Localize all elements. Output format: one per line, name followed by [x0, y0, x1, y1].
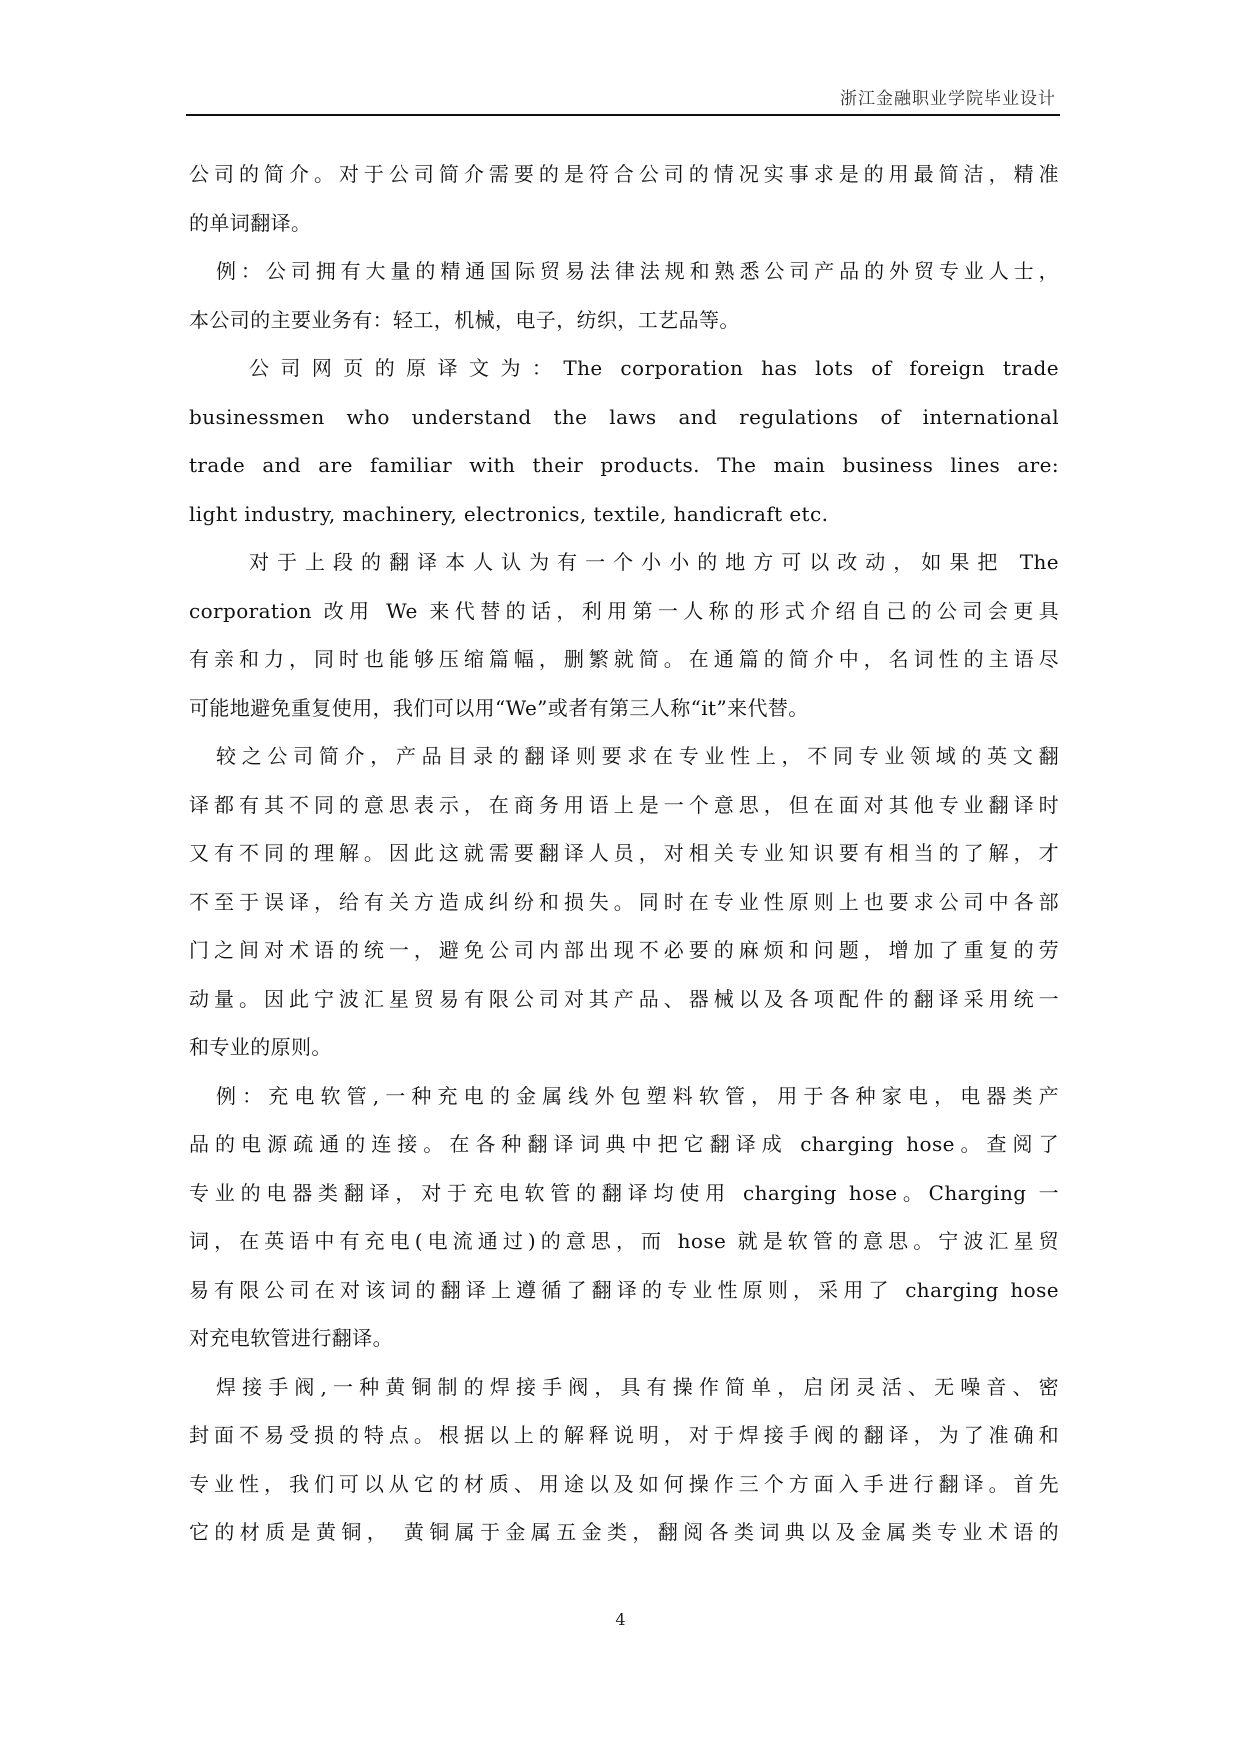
text-line: 专业的电器类翻译，对于充电软管的翻译均使用 charging hose。Charging 一	[189, 1180, 1059, 1205]
body-text	[189, 150, 1059, 1557]
text-line: 对于上段的翻译本人认为有一个小小的地方可以改动，如果把 The	[249, 550, 1059, 574]
text-line: 不至于误译，给有关方造成纠纷和损失。同时在专业性原则上也要求公司中各部	[189, 889, 1059, 914]
text-line: 有亲和力，同时也能够压缩篇幅，删繁就简。在通篇的简介中，名词性的主语尽	[189, 647, 1059, 671]
text-line: 译都有其不同的意思表示，在商务用语上是一个意思，但在面对其他专业翻译时	[189, 792, 1059, 817]
text-line: 品的电源疏通的连接。在各种翻译词典中把它翻译成 charging hose。查阅了	[189, 1132, 1059, 1156]
text-line: 易有限公司在对该词的翻译上遵循了翻译的专业性原则，采用了 charging hose	[189, 1277, 1059, 1302]
text-line: trade and are familiar with their products. The main business lines are:	[189, 453, 1059, 477]
text-line: 它的材质是黄铜， 黄铜属于金属五金类，翻阅各类词典以及金属类专业术语的	[189, 1520, 1059, 1544]
text-line: light industry, machinery, electronics, textile, handicraft etc.	[189, 501, 829, 526]
page-header	[186, 84, 1060, 116]
text-line: 本公司的主要业务有：轻工，机械，电子，纺织，工艺品等。	[189, 307, 740, 332]
text-line: 门之间对术语的统一，避免公司内部出现不必要的麻烦和问题，增加了重复的劳	[189, 938, 1059, 962]
text-line: 对充电软管进行翻译。	[189, 1326, 393, 1350]
text-line: 封面不易受损的特点。根据以上的解释说明，对于焊接手阀的翻译，为了准确和	[189, 1423, 1059, 1447]
text-line: 公司网页的原译文为：The corporation has lots of foreign trade	[249, 356, 1059, 380]
text-line: 又有不同的理解。因此这就需要翻译人员，对相关专业知识要有相当的了解，才	[189, 841, 1059, 865]
page-number: 4	[615, 1610, 626, 1629]
text-line: 例：公司拥有大量的精通国际贸易法律法规和熟悉公司产品的外贸专业人士，	[216, 259, 1059, 283]
text-line: 词，在英语中有充电(电流通过)的意思，而 hose 就是软管的意思。宁波汇星贸	[189, 1229, 1059, 1253]
text-line: 焊接手阀,一种黄铜制的焊接手阀，具有操作简单，启闭灵活、无噪音、密	[216, 1374, 1059, 1399]
text-line: 和专业的原则。	[189, 1035, 332, 1059]
text-line: 的单词翻译。	[189, 210, 312, 235]
text-line: 公司的简介。对于公司简介需要的是符合公司的情况实事求是的用最简洁，精准	[189, 162, 1059, 186]
text-line: 较之公司简介，产品目录的翻译则要求在专业性上，不同专业领域的英文翻	[216, 744, 1059, 768]
text-line: corporation 改用 We 来代替的话，利用第一人称的形式介绍自己的公司会更具	[189, 598, 1059, 623]
header-divider	[186, 114, 1060, 116]
header-title: 浙江金融职业学院毕业设计	[840, 89, 1056, 109]
text-line: 专业性，我们可以从它的材质、用途以及如何操作三个方面入手进行翻译。首先	[189, 1471, 1059, 1496]
text-line: 动量。因此宁波汇星贸易有限公司对其产品、器械以及各项配件的翻译采用统一	[189, 986, 1059, 1011]
text-line: 例：充电软管,一种充电的金属线外包塑料软管，用于各种家电，电器类产	[216, 1083, 1059, 1108]
text-line: businessmen who understand the laws and regulations of international	[189, 404, 1059, 429]
text-line: 可能地避免重复使用，我们可以用“We”或者有第三人称“it”来代替。	[189, 695, 809, 720]
